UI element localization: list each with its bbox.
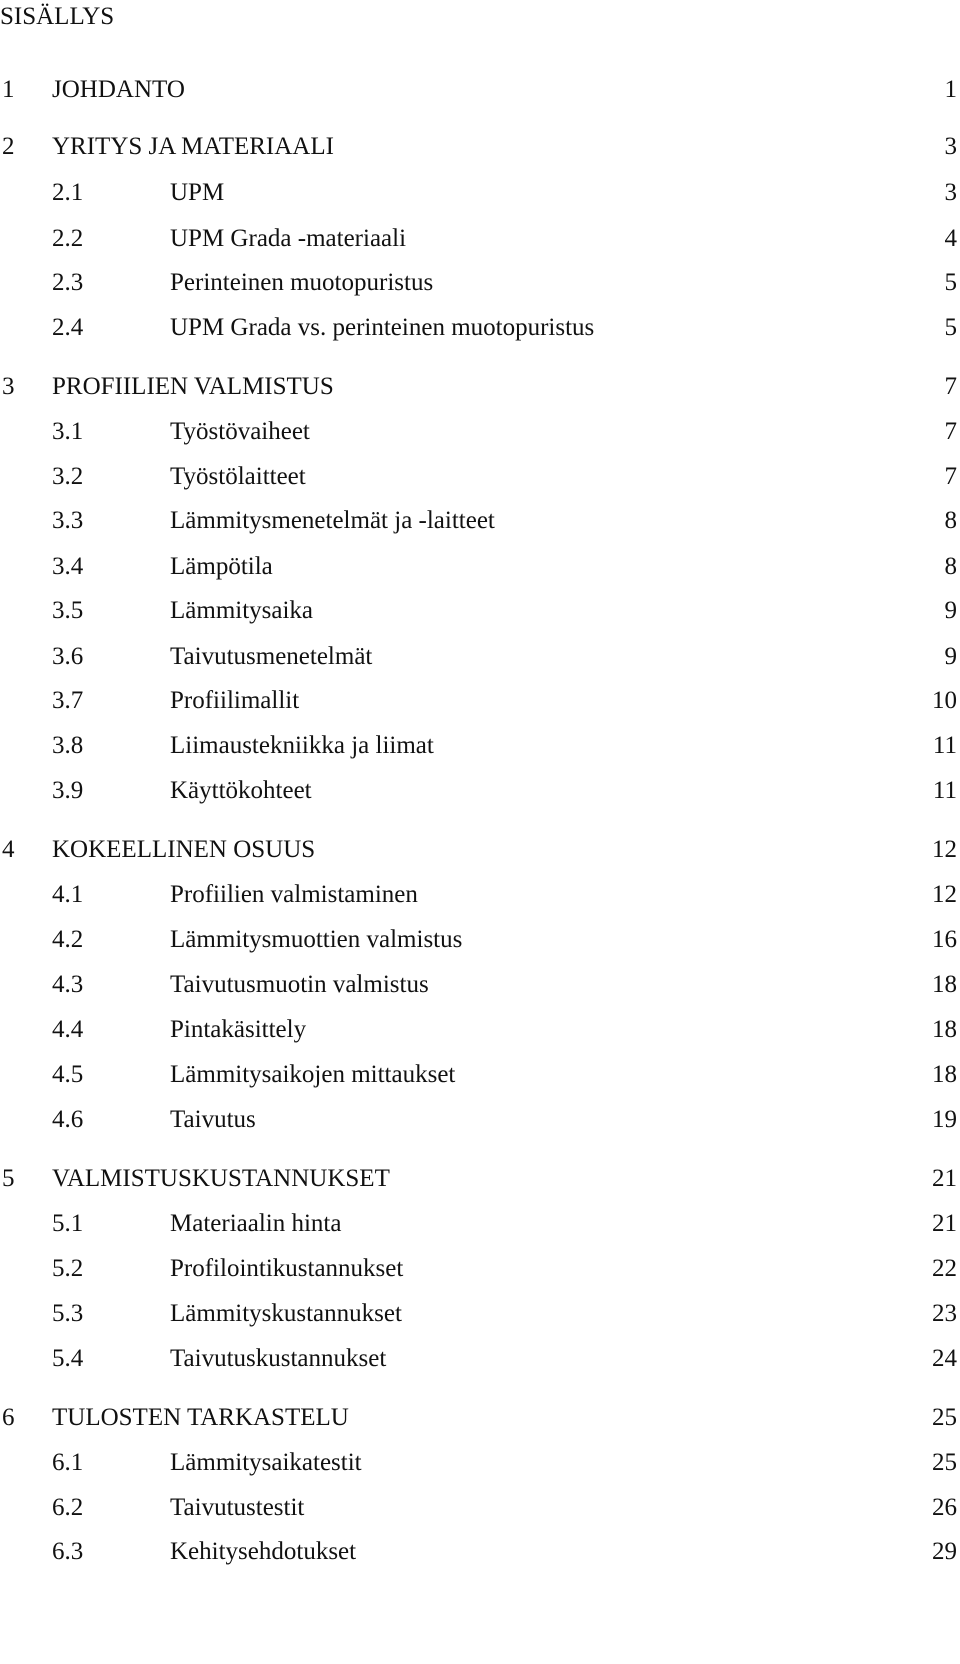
toc-entry-title: UPM Grada -materiaali: [170, 225, 407, 252]
toc-entry-title: PROFIILIEN VALMISTUS: [52, 373, 334, 400]
toc-entry-page-number: 8: [944, 507, 957, 534]
toc-entry-number: 3: [2, 373, 15, 400]
toc-entry-page-number: 22: [932, 1255, 957, 1282]
toc-entry-title: VALMISTUSKUSTANNUKSET: [52, 1165, 390, 1192]
toc-entry-title: TULOSTEN TARKASTELU: [52, 1404, 349, 1431]
toc-entry-title: Taivutustestit: [170, 1494, 305, 1521]
toc-section-entry: [0, 731, 960, 761]
toc-entry-number: 6.3: [52, 1538, 84, 1565]
toc-entry-number: 5.1: [52, 1210, 84, 1237]
toc-section-entry: [0, 552, 960, 582]
toc-section-entry: [0, 880, 960, 910]
toc-section-entry: [0, 1299, 960, 1329]
toc-chapter-entry: [0, 75, 960, 105]
toc-entry-title: Lämmityskustannukset: [170, 1300, 402, 1327]
toc-section-entry: [0, 776, 960, 806]
toc-entry-number: 2.3: [52, 269, 84, 296]
toc-entry-page-number: 7: [944, 373, 957, 400]
toc-section-entry: [0, 1105, 960, 1135]
toc-entry-title: Työstölaitteet: [170, 463, 306, 490]
toc-entry-number: 4.2: [52, 926, 84, 953]
toc-entry-page-number: 21: [932, 1165, 957, 1192]
toc-entry-title: Lämmitysaika: [170, 597, 314, 624]
toc-entry-number: 4.3: [52, 971, 84, 998]
toc-chapter-entry: [0, 132, 960, 162]
toc-section-entry: [0, 1254, 960, 1284]
toc-entry-title: Kehitysehdotukset: [170, 1538, 357, 1565]
toc-entry-number: 2.1: [52, 179, 84, 206]
toc-entry-number: 4.6: [52, 1106, 84, 1133]
toc-entry-page-number: 16: [932, 926, 957, 953]
toc-chapter-entry: [0, 1164, 960, 1194]
toc-entry-number: 3.1: [52, 418, 84, 445]
toc-entry-title: Profiilien valmistaminen: [170, 881, 418, 908]
toc-entry-page-number: 8: [944, 553, 957, 580]
toc-section-entry: [0, 1537, 960, 1567]
toc-entry-page-number: 18: [932, 971, 957, 998]
toc-entry-title: Lämmitysaikojen mittaukset: [170, 1061, 456, 1088]
toc-entry-title: Taivutusmuotin valmistus: [170, 971, 429, 998]
toc-entry-title: Lämmitysmenetelmät ja -laitteet: [170, 507, 495, 534]
toc-entry-page-number: 19: [932, 1106, 957, 1133]
toc-entry-number: 1: [2, 76, 15, 103]
toc-entry-number: 4.5: [52, 1061, 84, 1088]
toc-entry-title: Perinteinen muotopuristus: [170, 269, 434, 296]
toc-section-entry: [0, 596, 960, 626]
toc-entry-title: Taivutusmenetelmät: [170, 643, 373, 670]
toc-entry-title: UPM Grada vs. perinteinen muotopuristus: [170, 314, 595, 341]
toc-entry-number: 5.2: [52, 1255, 84, 1282]
toc-section-entry: [0, 1448, 960, 1478]
toc-entry-number: 3.7: [52, 687, 84, 714]
toc-entry-title: Profiilimallit: [170, 687, 300, 714]
toc-entry-number: 6.1: [52, 1449, 84, 1476]
toc-entry-number: 3.3: [52, 507, 84, 534]
toc-entry-number: 5.3: [52, 1300, 84, 1327]
toc-entry-number: 3.8: [52, 732, 84, 759]
toc-section-entry: [0, 268, 960, 298]
toc-entry-title: Työstövaiheet: [170, 418, 310, 445]
toc-entry-title: JOHDANTO: [52, 76, 185, 103]
toc-entry-title: KOKEELLINEN OSUUS: [52, 836, 316, 863]
toc-section-entry: [0, 506, 960, 536]
toc-entry-page-number: 29: [932, 1538, 957, 1565]
toc-entry-page-number: 5: [944, 314, 957, 341]
toc-entry-page-number: 5: [944, 269, 957, 296]
toc-section-entry: [0, 462, 960, 492]
page-title: SISÄLLYS: [0, 3, 115, 30]
toc-entry-number: 2: [2, 133, 15, 160]
toc-section-entry: [0, 1493, 960, 1523]
toc-entry-page-number: 9: [944, 597, 957, 624]
toc-entry-page-number: 21: [932, 1210, 957, 1237]
toc-entry-page-number: 25: [932, 1449, 957, 1476]
toc-section-entry: [0, 224, 960, 254]
toc-entry-number: 4.4: [52, 1016, 84, 1043]
toc-entry-number: 4.1: [52, 881, 84, 908]
toc-entry-title: Taivutuskustannukset: [170, 1345, 387, 1372]
toc-entry-page-number: 10: [932, 687, 957, 714]
toc-entry-page-number: 7: [944, 418, 957, 445]
toc-entry-number: 5.4: [52, 1345, 84, 1372]
toc-section-entry: [0, 1344, 960, 1374]
toc-entry-number: 3.6: [52, 643, 84, 670]
toc-entry-title: Materiaalin hinta: [170, 1210, 342, 1237]
toc-entry-title: Profilointikustannukset: [170, 1255, 404, 1282]
toc-entry-title: YRITYS JA MATERIAALI: [52, 133, 334, 160]
toc-entry-number: 3.4: [52, 553, 84, 580]
toc-entry-title: Taivutus: [170, 1106, 256, 1133]
toc-entry-page-number: 24: [932, 1345, 957, 1372]
toc-section-entry: [0, 925, 960, 955]
toc-entry-page-number: 12: [932, 881, 957, 908]
toc-entry-page-number: 18: [932, 1061, 957, 1088]
toc-entry-number: 5: [2, 1165, 15, 1192]
toc-section-entry: [0, 178, 960, 208]
toc-entry-page-number: 9: [944, 643, 957, 670]
toc-entry-page-number: 25: [932, 1404, 957, 1431]
toc-entry-page-number: 23: [932, 1300, 957, 1327]
toc-chapter-entry: [0, 372, 960, 402]
toc-entry-page-number: 4: [944, 225, 957, 252]
toc-entry-number: 2.2: [52, 225, 84, 252]
toc-entry-title: Lämmitysmuottien valmistus: [170, 926, 463, 953]
toc-entry-number: 2.4: [52, 314, 84, 341]
toc-section-entry: [0, 970, 960, 1000]
toc-entry-page-number: 3: [944, 179, 957, 206]
toc-chapter-entry: [0, 835, 960, 865]
toc-section-entry: [0, 1015, 960, 1045]
toc-section-entry: [0, 417, 960, 447]
toc-entry-title: Pintakäsittely: [170, 1016, 307, 1043]
toc-section-entry: [0, 686, 960, 716]
toc-entry-page-number: 3: [944, 133, 957, 160]
toc-entry-title: Käyttökohteet: [170, 777, 312, 804]
toc-entry-page-number: 26: [932, 1494, 957, 1521]
toc-entry-title: UPM: [170, 179, 225, 206]
toc-section-entry: [0, 642, 960, 672]
toc-entry-number: 3.2: [52, 463, 84, 490]
toc-entry-page-number: 11: [932, 732, 957, 759]
toc-chapter-entry: [0, 1403, 960, 1433]
toc-section-entry: [0, 1060, 960, 1090]
toc-entry-number: 4: [2, 836, 15, 863]
toc-entry-number: 6.2: [52, 1494, 84, 1521]
toc-entry-page-number: 7: [944, 463, 957, 490]
toc-entry-page-number: 18: [932, 1016, 957, 1043]
toc-entry-title: Liimaustekniikka ja liimat: [170, 732, 434, 759]
toc-entry-page-number: 12: [932, 836, 957, 863]
toc-entry-number: 6: [2, 1404, 15, 1431]
toc-entry-page-number: 11: [932, 777, 957, 804]
toc-section-entry: [0, 313, 960, 343]
toc-entry-number: 3.5: [52, 597, 84, 624]
toc-entry-page-number: 1: [944, 76, 957, 103]
toc-entry-title: Lämmitysaikatestit: [170, 1449, 362, 1476]
toc-entry-title: Lämpötila: [170, 553, 273, 580]
toc-entry-number: 3.9: [52, 777, 84, 804]
toc-section-entry: [0, 1209, 960, 1239]
